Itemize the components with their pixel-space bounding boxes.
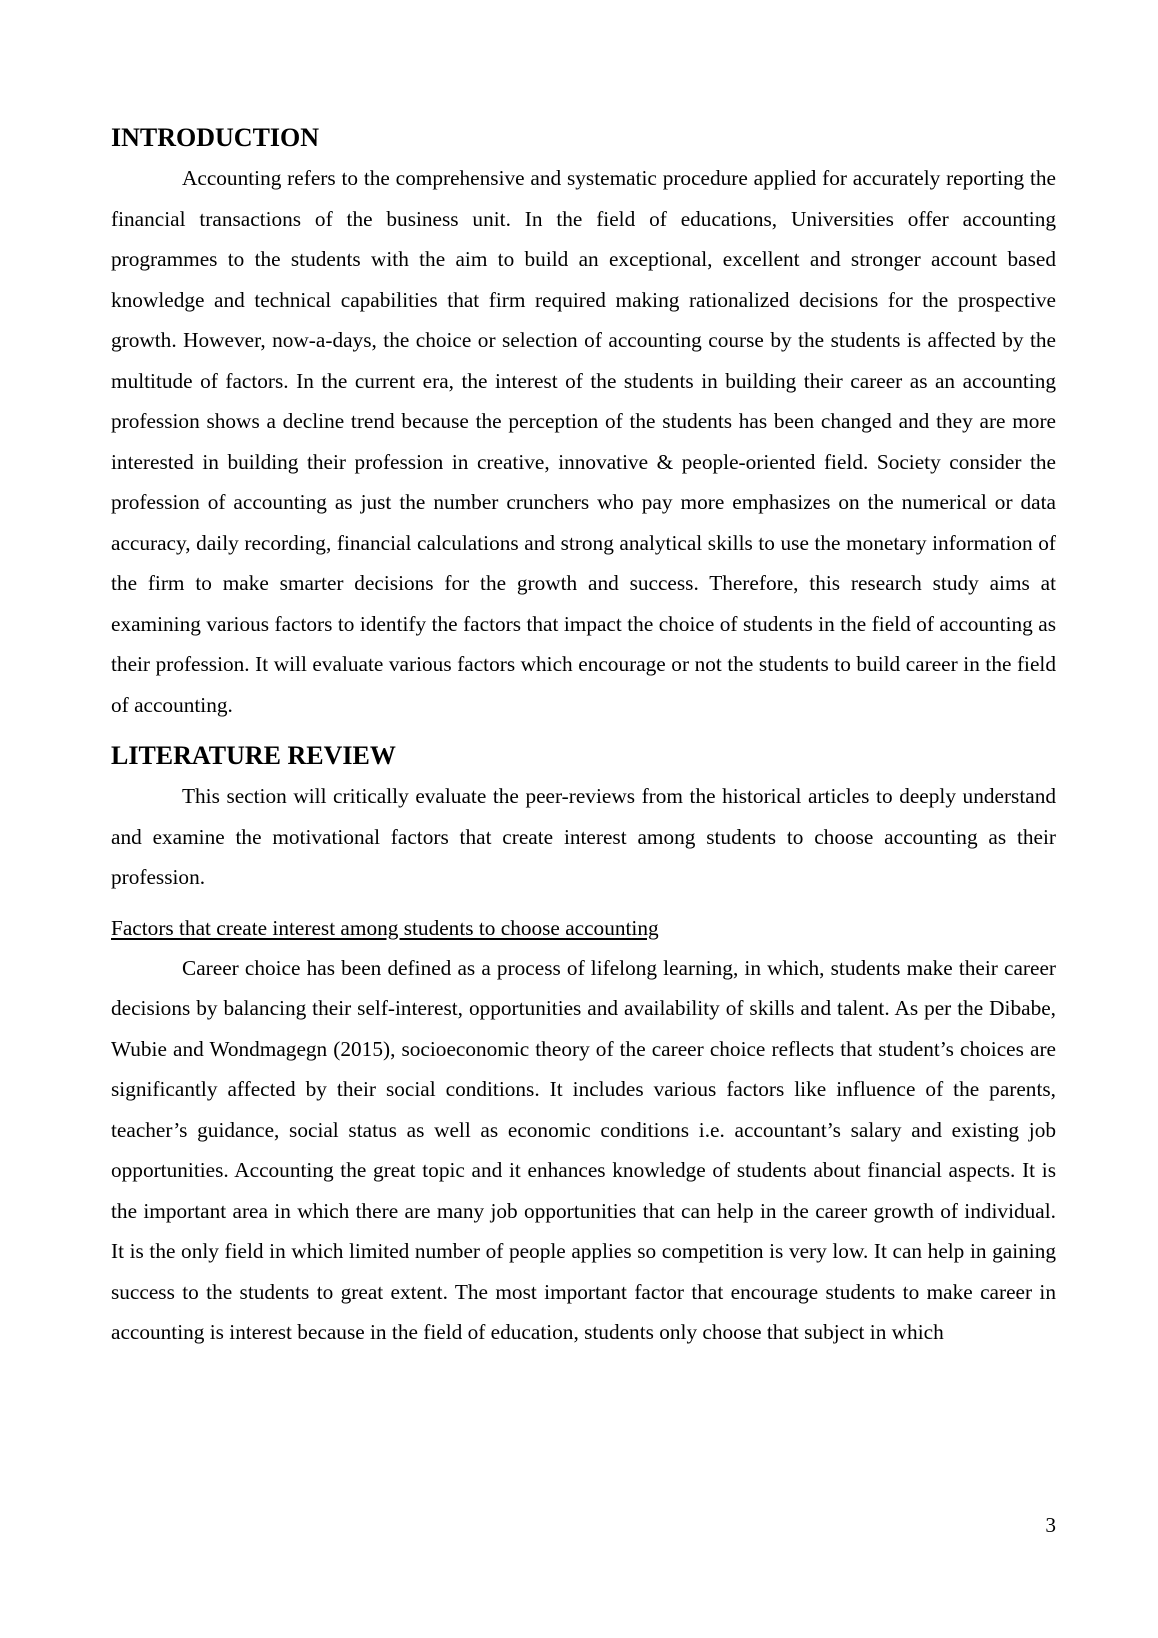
introduction-heading: INTRODUCTION [111,123,320,152]
factors-subheading: Factors that create interest among students to choose accounting [111,915,659,940]
literature-review-heading: LITERATURE REVIEW [111,741,396,770]
page-content [111,118,1056,1353]
literature-review-paragraph: This section will critically evaluate the peer-reviews from the historical articles to deeply understand and examine the motivational factors that create interest among students to choose accounting as their profession. [111,784,1056,889]
factors-paragraph: Career choice has been defined as a process of lifelong learning, in which, students make their career decisions by balancing their self-interest, opportunities and availability of skills and talent. As per the Dibabe, Wubie and Wondmagegn (2015), socioeconomic theory of the career choice reflects that student’s choices are significantly affected by their social conditions. It includes various factors like influence of the parents, teacher’s guidance, social status as well as economic conditions i.e. accountant’s salary and existing job opportunities. Accounting the great topic and it enhances knowledge of students about financial aspects. It is the important area in which there are many job opportunities that can help in the career growth of individual. It is the only field in which limited number of people applies so competition is very low. It can help in gaining success to the students to great extent. The most important factor that encourage students to make career in accounting is interest because in the field of education, students only choose that subject in which [111,955,1056,1344]
introduction-paragraph: Accounting refers to the comprehensive and systematic procedure applied for accurately reporting the financial transactions of the business unit. In the field of educations, Universities offer accounting programmes to the students with the aim to build an exceptional, excellent and stronger account based knowledge and technical capabilities that firm required making rationalized decisions for the prospective growth. However, now-a-days, the choice or selection of accounting course by the students is affected by the multitude of factors. In the current era, the interest of the students in building their career as an accounting profession shows a decline trend because the perception of the students has been changed and they are more interested in building their profession in creative, innovative & people-oriented field. Society consider the profession of accounting as just the number crunchers who pay more emphasizes on the numerical or data accuracy, daily recording, financial calculations and strong analytical skills to use the monetary information of the firm to make smarter decisions for the growth and success. Therefore, this research study aims at examining various factors to identify the factors that impact the choice of students in the field of accounting as their profession. It will evaluate various factors which encourage or not the students to build career in the field of accounting. [111,166,1056,717]
page-number: 3 [1045,1513,1056,1537]
